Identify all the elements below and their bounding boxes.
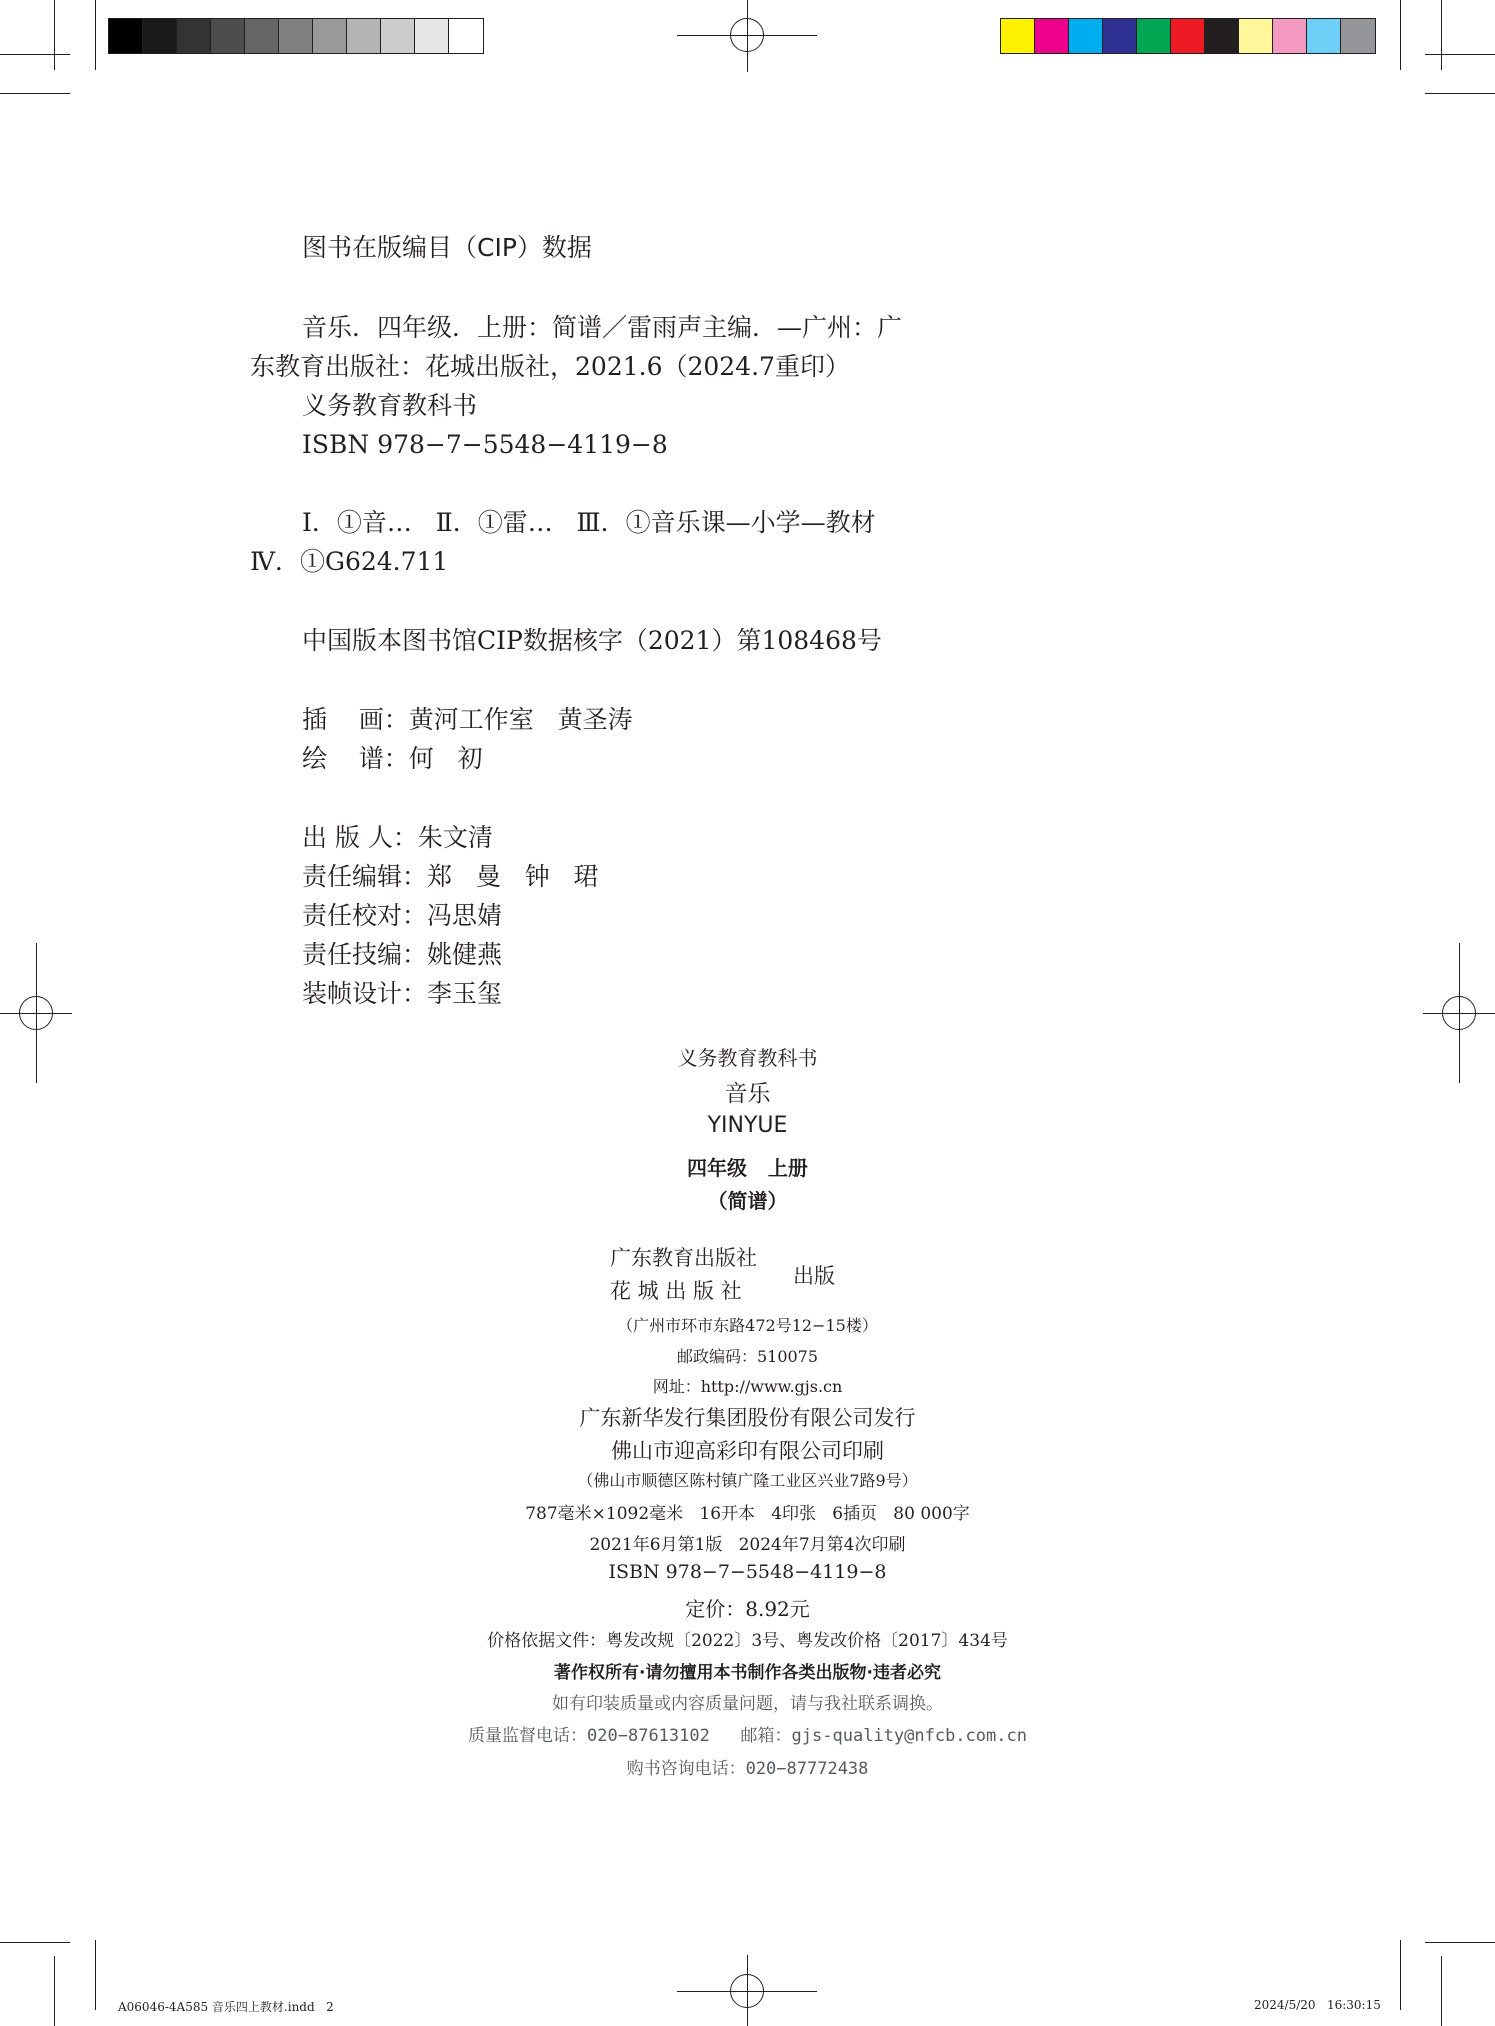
colophon-copyright: 著作权所有·请勿擅用本书制作各类出版物·违者必究 (554, 1663, 941, 1683)
colophon-quality-note: 如有印装质量或内容质量问题，请与我社联系调换。 (552, 1694, 943, 1714)
color-swatch (1137, 19, 1171, 53)
credit-value: 姚健燕 (427, 940, 503, 969)
cip-series: 义务教育教科书 (302, 391, 478, 420)
color-swatch (279, 19, 313, 53)
colophon-publishers (610, 1242, 757, 1308)
color-swatch (1341, 19, 1375, 53)
color-swatch (1307, 19, 1341, 53)
credit-label: 插 画： (302, 705, 409, 734)
credit-value: 冯思婧 (427, 901, 503, 930)
colophon-publish-word: 出版 (793, 1264, 835, 1288)
credit-row (302, 857, 599, 896)
color-swatch (1069, 19, 1103, 53)
color-swatch (449, 19, 483, 53)
credit-label: 绘 谱： (302, 744, 409, 773)
color-swatch (1035, 19, 1069, 53)
credit-value: 李玉玺 (427, 979, 503, 1008)
color-swatch (415, 19, 449, 53)
slug-timestamp: 2024/5/20 16:30:15 (1254, 1998, 1381, 2012)
credit-row (302, 974, 502, 1013)
colophon-grade: 四年级 上册 (687, 1156, 808, 1180)
credit-row (302, 935, 502, 974)
cip-heading: 图书在版编目（CIP）数据 (302, 233, 592, 262)
cip-description-line-1: 音乐．四年级．上册：简谱／雷雨声主编．—广州：广 (302, 313, 903, 342)
color-swatch (177, 19, 211, 53)
credit-row (302, 818, 493, 857)
colophon-quality-phone: 质量监督电话：020−87613102 邮箱：gjs-quality@nfcb.com.cn (468, 1726, 1027, 1746)
color-control-bar (1000, 18, 1376, 54)
cip-classification-line-2: Ⅳ．①G624.711 (250, 547, 449, 576)
credit-label: 责任校对： (302, 901, 428, 930)
color-swatch (1205, 19, 1239, 53)
colophon-address: （广州市环市东路472号12−15楼） (617, 1316, 878, 1335)
colophon-specs: 787毫米×1092毫米 16开本 4印张 6插页 80 000字 (525, 1504, 970, 1524)
color-swatch (381, 19, 415, 53)
colophon-postcode: 邮政编码：510075 (676, 1347, 819, 1366)
color-swatch (211, 19, 245, 53)
cip-classification-line-1: Ⅰ．①音… Ⅱ．①雷… Ⅲ．①音乐课—小学—教材 (302, 508, 876, 537)
color-swatch (1273, 19, 1307, 53)
credit-row (302, 700, 633, 739)
cip-verification-number: 中国版本图书馆CIP数据核字（2021）第108468号 (302, 626, 882, 655)
color-swatch (1001, 19, 1035, 53)
color-swatch (1171, 19, 1205, 53)
colophon-dates: 2021年6月第1版 2024年7月第4次印刷 (589, 1535, 906, 1555)
color-swatch (245, 19, 279, 53)
credit-value: 何 初 (408, 744, 483, 773)
colophon-price-basis: 价格依据文件：粤发改规〔2022〕3号、粤发改价格〔2017〕434号 (487, 1631, 1008, 1651)
credit-label: 装帧设计： (302, 979, 428, 1008)
color-swatch (1103, 19, 1137, 53)
colophon-series: 义务教育教科书 (677, 1046, 818, 1070)
credit-value: 郑 曼 钟 珺 (427, 862, 599, 891)
credit-row (302, 896, 502, 935)
gray-scale-bar (108, 18, 484, 54)
color-swatch (313, 19, 347, 53)
color-swatch (1239, 19, 1273, 53)
colophon-printer-address: （佛山市顺德区陈村镇广隆工业区兴业7路9号） (577, 1471, 918, 1490)
cip-description-line-2: 东教育出版社：花城出版社，2021.6（2024.7重印） (250, 352, 850, 381)
publisher-name: 花 城 出 版 社 (610, 1279, 742, 1303)
cip-isbn: ISBN 978−7−5548−4119−8 (302, 430, 668, 459)
color-swatch (143, 19, 177, 53)
credit-label: 责任技编： (302, 940, 428, 969)
color-swatch (347, 19, 381, 53)
credit-value: 黄河工作室 黄圣涛 (408, 705, 633, 734)
colophon-purchase-phone: 购书咨询电话：020−87772438 (626, 1759, 869, 1779)
colophon-website: 网址：http://www.gjs.cn (652, 1377, 843, 1396)
colophon-printer: 佛山市迎高彩印有限公司印刷 (611, 1439, 884, 1463)
credit-value: 朱文清 (417, 823, 493, 852)
colophon-price: 定价：8.92元 (685, 1597, 810, 1621)
colophon-title: 音乐 (724, 1081, 771, 1107)
credit-label: 出 版 人： (302, 823, 418, 852)
colophon-edition: （简谱） (707, 1189, 788, 1213)
publisher-name: 广东教育出版社 (610, 1246, 757, 1270)
credit-row (302, 739, 483, 778)
colophon-distributor: 广东新华发行集团股份有限公司发行 (579, 1406, 916, 1430)
slug-filename: A06046-4A585 音乐四上教材.indd 2 (118, 2000, 334, 2014)
colophon-pinyin: YINYUE (707, 1113, 788, 1138)
colophon-isbn: ISBN 978−7−5548−4119−8 (608, 1561, 887, 1583)
credit-label: 责任编辑： (302, 862, 428, 891)
color-swatch (109, 19, 143, 53)
